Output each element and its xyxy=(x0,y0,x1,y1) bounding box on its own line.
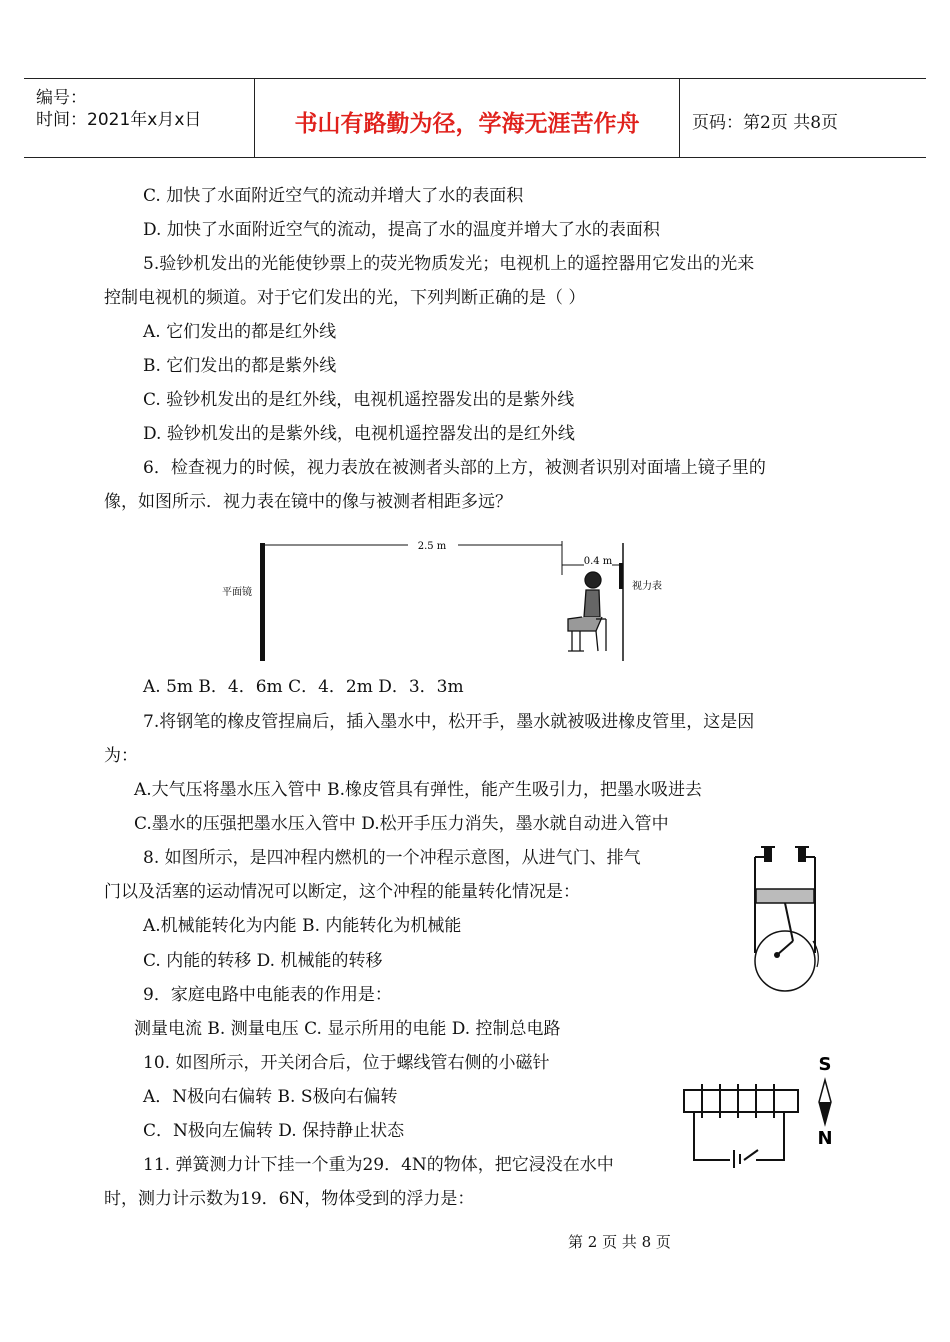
distance-short-label: 0.4 m xyxy=(583,556,613,567)
q8-stem-1: 8. 如图所示，是四冲程内燃机的一个冲程示意图，从进气门、排气 xyxy=(143,848,641,868)
crank xyxy=(777,941,793,955)
q8-stem-2: 门以及活塞的运动情况可以断定，这个冲程的能量转化情况是： xyxy=(104,882,580,902)
solenoid-figure xyxy=(680,1050,845,1170)
q9-stem: 9．家庭电路中电能表的作用是： xyxy=(143,985,392,1005)
q4-option-c: C. 加快了水面附近空气的流动并增大了水的表面积 xyxy=(143,186,524,206)
q10-stem: 10. 如图所示，开关闭合后，位于螺线管右侧的小磁针 xyxy=(143,1053,550,1073)
q8-options-ab: A.机械能转化为内能 B. 内能转化为机械能 xyxy=(143,916,462,936)
connecting-rod xyxy=(785,903,793,941)
person-icon xyxy=(568,572,606,651)
crankshaft-wheel xyxy=(755,931,815,991)
wire-left xyxy=(694,1112,730,1160)
q10-options-cd: C．N极向左偏转 D. 保持静止状态 xyxy=(143,1121,405,1141)
q5-stem-2: 控制电视机的频道。对于它们发出的光，下列判断正确的是（ ） xyxy=(104,288,586,308)
page-label: 页码：第2页 共8页 xyxy=(692,113,839,133)
time-label: 时间：2021年x月x日 xyxy=(36,110,202,130)
q6-options: A. 5m B．4．6m C．4．2m D．3．3m xyxy=(143,677,464,697)
q4-option-d: D. 加快了水面附近空气的流动，提高了水的温度并增大了水的表面积 xyxy=(143,220,660,240)
q7-options-ab: A.大气压将墨水压入管中 B.橡皮管具有弹性，能产生吸引力，把墨水吸进去 xyxy=(134,780,702,800)
piston xyxy=(756,889,814,903)
switch xyxy=(744,1150,758,1160)
q6-stem-1: 6．检查视力的时候，视力表放在被测者头部的上方，被测者识别对面墙上镜子里的 xyxy=(143,458,766,478)
intake-valve xyxy=(765,847,771,861)
q7-stem-2: 为： xyxy=(104,746,138,766)
q11-stem-2: 时，测力计示数为19．6N，物体受到的浮力是： xyxy=(104,1189,475,1209)
mirror xyxy=(260,543,265,661)
crank-pin xyxy=(774,952,780,958)
compass-needle-dark xyxy=(819,1102,831,1124)
header-info-cell xyxy=(24,79,255,157)
engine-figure xyxy=(735,843,835,993)
motto: 书山有路勤为径，学海无涯苦作舟 xyxy=(294,110,640,137)
q8-options-cd: C. 内能的转移 D. 机械能的转移 xyxy=(143,951,383,971)
q11-stem-1: 11. 弹簧测力计下挂一个重为29．4N的物体，把它浸没在水中 xyxy=(143,1155,614,1175)
header-table xyxy=(24,78,926,158)
q5-option-c: C. 验钞机发出的是红外线，电视机遥控器发出的是紫外线 xyxy=(143,390,575,410)
pole-s-label: S xyxy=(818,1054,832,1075)
q5-stem-1: 5.验钞机发出的光能使钞票上的荧光物质发光；电视机上的遥控器用它发出的光来 xyxy=(143,254,755,274)
mirror-label: 平面镜 xyxy=(222,587,252,598)
q7-stem-1: 7.将钢笔的橡皮管捏扁后，插入墨水中，松开手，墨水就被吸进橡皮管里，这是因 xyxy=(143,712,755,732)
q5-option-a: A. 它们发出的都是红外线 xyxy=(143,322,337,342)
q5-option-b: B. 它们发出的都是紫外线 xyxy=(143,356,337,376)
q6-stem-2: 像，如图所示．视力表在镜中的像与被测者相距多远？ xyxy=(104,492,512,512)
chart-label: 视力表 xyxy=(632,581,662,592)
footer-page-number: 第 2 页 共 8 页 xyxy=(568,1233,671,1251)
q5-option-d: D. 验钞机发出的是紫外线，电视机遥控器发出的是红外线 xyxy=(143,424,575,444)
wire-right xyxy=(756,1112,784,1160)
distance-total-label: 2.5 m xyxy=(417,541,447,552)
vision-test-figure xyxy=(220,535,662,665)
number-label: 编号： xyxy=(36,88,87,108)
q10-options-ab: A．N极向右偏转 B. S极向右偏转 xyxy=(143,1087,398,1107)
header-motto-cell xyxy=(255,79,680,157)
q7-options-cd: C.墨水的压强把墨水压入管中 D.松开手压力消失，墨水就自动进入管中 xyxy=(134,814,669,834)
exhaust-valve xyxy=(799,847,805,861)
header-page-cell xyxy=(680,79,926,157)
pole-n-label: N xyxy=(817,1128,833,1149)
q9-options: 测量电流 B. 测量电压 C. 显示所用的电能 D. 控制总电路 xyxy=(134,1019,561,1039)
eye-chart-mark xyxy=(619,563,623,589)
